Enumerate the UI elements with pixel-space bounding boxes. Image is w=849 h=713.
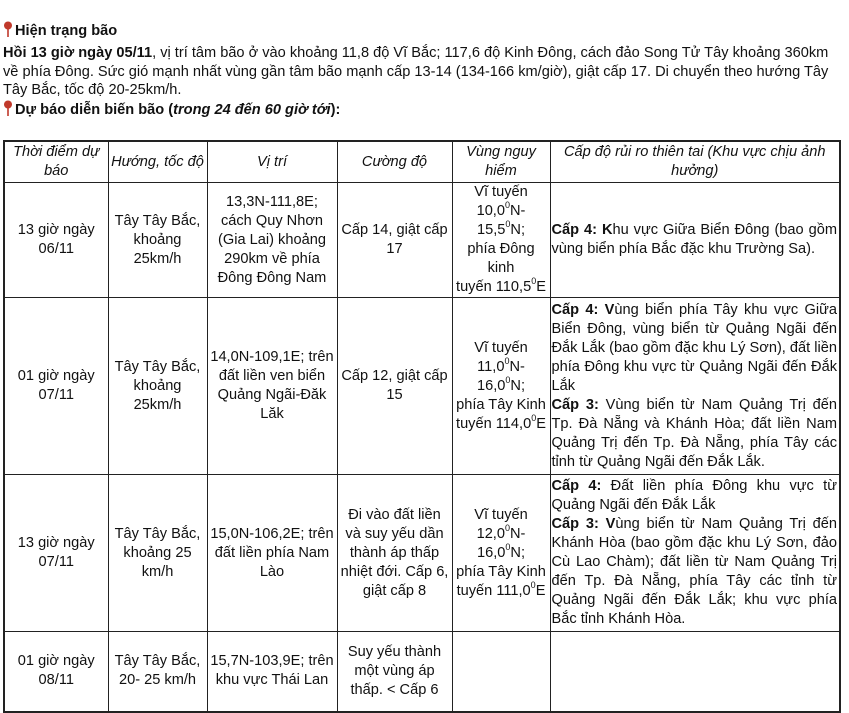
cell-intensity: Cấp 12, giật cấp 15 — [337, 298, 452, 475]
forecast-heading: Dự báo diễn biến bão (trong 24 đến 60 giờ tới): — [3, 100, 340, 119]
pin-icon — [3, 100, 13, 116]
header-intensity: Cường độ — [337, 141, 452, 183]
cell-direction: Tây Tây Bắc, khoảng 25km/h — [108, 298, 207, 475]
cell-intensity: Suy yếu thành một vùng áp thấp. < Cấp 6 — [337, 632, 452, 712]
cell-time: 13 giờ ngày 07/11 — [4, 475, 108, 632]
cell-danger-zone: Vĩ tuyến 11,0$^0$N-16,0$^0$N; phía Tây Kinh tuyến 114,0$^0$E — [452, 298, 550, 475]
table-row — [4, 298, 840, 475]
header-risk-level: Cấp độ rủi ro thiên tai (Khu vực chịu ảnh hưởng) — [550, 141, 840, 183]
cell-time: 01 giờ ngày 07/11 — [4, 298, 108, 475]
cell-direction: Tây Tây Bắc, khoảng 25km/h — [108, 183, 207, 298]
header-danger-zone: Vùng nguy hiểm — [452, 141, 550, 183]
cell-intensity: Cấp 14, giật cấp 17 — [337, 183, 452, 298]
cell-direction: Tây Tây Bắc, 20- 25 km/h — [108, 632, 207, 712]
cell-danger-zone: Vĩ tuyến 12,0$^0$N-16,0$^0$N; phía Tây Kinh tuyến 111,0$^0$E — [452, 475, 550, 632]
cell-intensity: Đi vào đất liền và suy yếu dần thành áp thấp nhiệt đới. Cấp 6, giật cấp 8 — [337, 475, 452, 632]
status-body: , vị trí tâm bão ở vào khoảng 11,8 độ Vĩ Bắc; 117,6 độ Kinh Đông, cách đảo Song Tử Tây khoảng 360km về phía Đông. Sức gió mạnh nhất vùng gần tâm bão mạnh cấp 13-14 (134-166 km/giờ), giật cấp 17. Di chuyển theo hướng Tây Tây Bắc, tốc độ 20-25km/h. — [3, 45, 829, 98]
cell-risk-level: Cấp 4: Đất liền phía Đông khu vực từ Quảng Ngãi đến Đắk Lắk Cấp 3: Vùng biển từ Nam Quảng Trị đến Khánh Hòa (bao gồm đặc khu Lý Sơn, đảo Cù Lao Chàm); đất liền từ Nam Quảng Trị đến Tp. Đà Nẵng, phía Tây các tỉnh từ Quảng Ngãi đến Đắk Lắk; khu vực phía Bắc tỉnh Khánh Hòa. — [550, 475, 840, 632]
status-paragraph — [3, 44, 843, 100]
cell-time: 13 giờ ngày 06/11 — [4, 183, 108, 298]
table-row — [4, 183, 840, 298]
header-direction: Hướng, tốc độ — [108, 141, 207, 183]
cell-position: 15,7N-103,9E; trên khu vực Thái Lan — [207, 632, 337, 712]
cell-danger-zone: Vĩ tuyến 10,0$^0$N-15,5$^0$N; phía Đông kinh tuyến 110,5$^0$E — [452, 183, 550, 298]
forecast-table — [3, 140, 841, 713]
cell-danger-zone — [452, 632, 550, 712]
table-row — [4, 632, 840, 712]
cell-risk-level: Cấp 4: Khu vực Giữa Biển Đông (bao gồm vùng biển phía Bắc đặc khu Trường Sa). — [550, 183, 840, 298]
table-row — [4, 475, 840, 632]
header-time: Thời điểm dự báo — [4, 141, 108, 183]
cell-time: 01 giờ ngày 08/11 — [4, 632, 108, 712]
cell-risk-level: Cấp 4: Vùng biển phía Tây khu vực Giữa Biển Đông, vùng biển từ Quảng Ngãi đến Đắk Lắk (bao gồm đặc khu Lý Sơn), đất liền phía Đông khu vực từ Quảng Ngãi đến Đắk Lắk Cấp 3: Vùng biển từ Nam Quảng Trị đến Tp. Đà Nẵng và Khánh Hòa; đất liền Nam Quảng Trị đến Tp. Đà Nẵng, phía Tây các tỉnh từ Quảng Ngãi đến Đắk Lắk. — [550, 298, 840, 475]
cell-direction: Tây Tây Bắc, khoảng 25 km/h — [108, 475, 207, 632]
status-time: Hồi 13 giờ ngày 05/11 — [3, 45, 153, 61]
header-position: Vị trí — [207, 141, 337, 183]
cell-risk-level — [550, 632, 840, 712]
table-header-row — [4, 141, 840, 183]
status-heading: Hiện trạng bão — [3, 21, 117, 40]
cell-position: 13,3N-111,8E; cách Quy Nhơn (Gia Lai) khoảng 290km về phía Đông Đông Nam — [207, 183, 337, 298]
cell-position: 15,0N-106,2E; trên đất liền phía Nam Lào — [207, 475, 337, 632]
cell-position: 14,0N-109,1E; trên đất liền ven biển Quảng Ngãi-Đăk Lăk — [207, 298, 337, 475]
pin-icon — [3, 21, 13, 37]
